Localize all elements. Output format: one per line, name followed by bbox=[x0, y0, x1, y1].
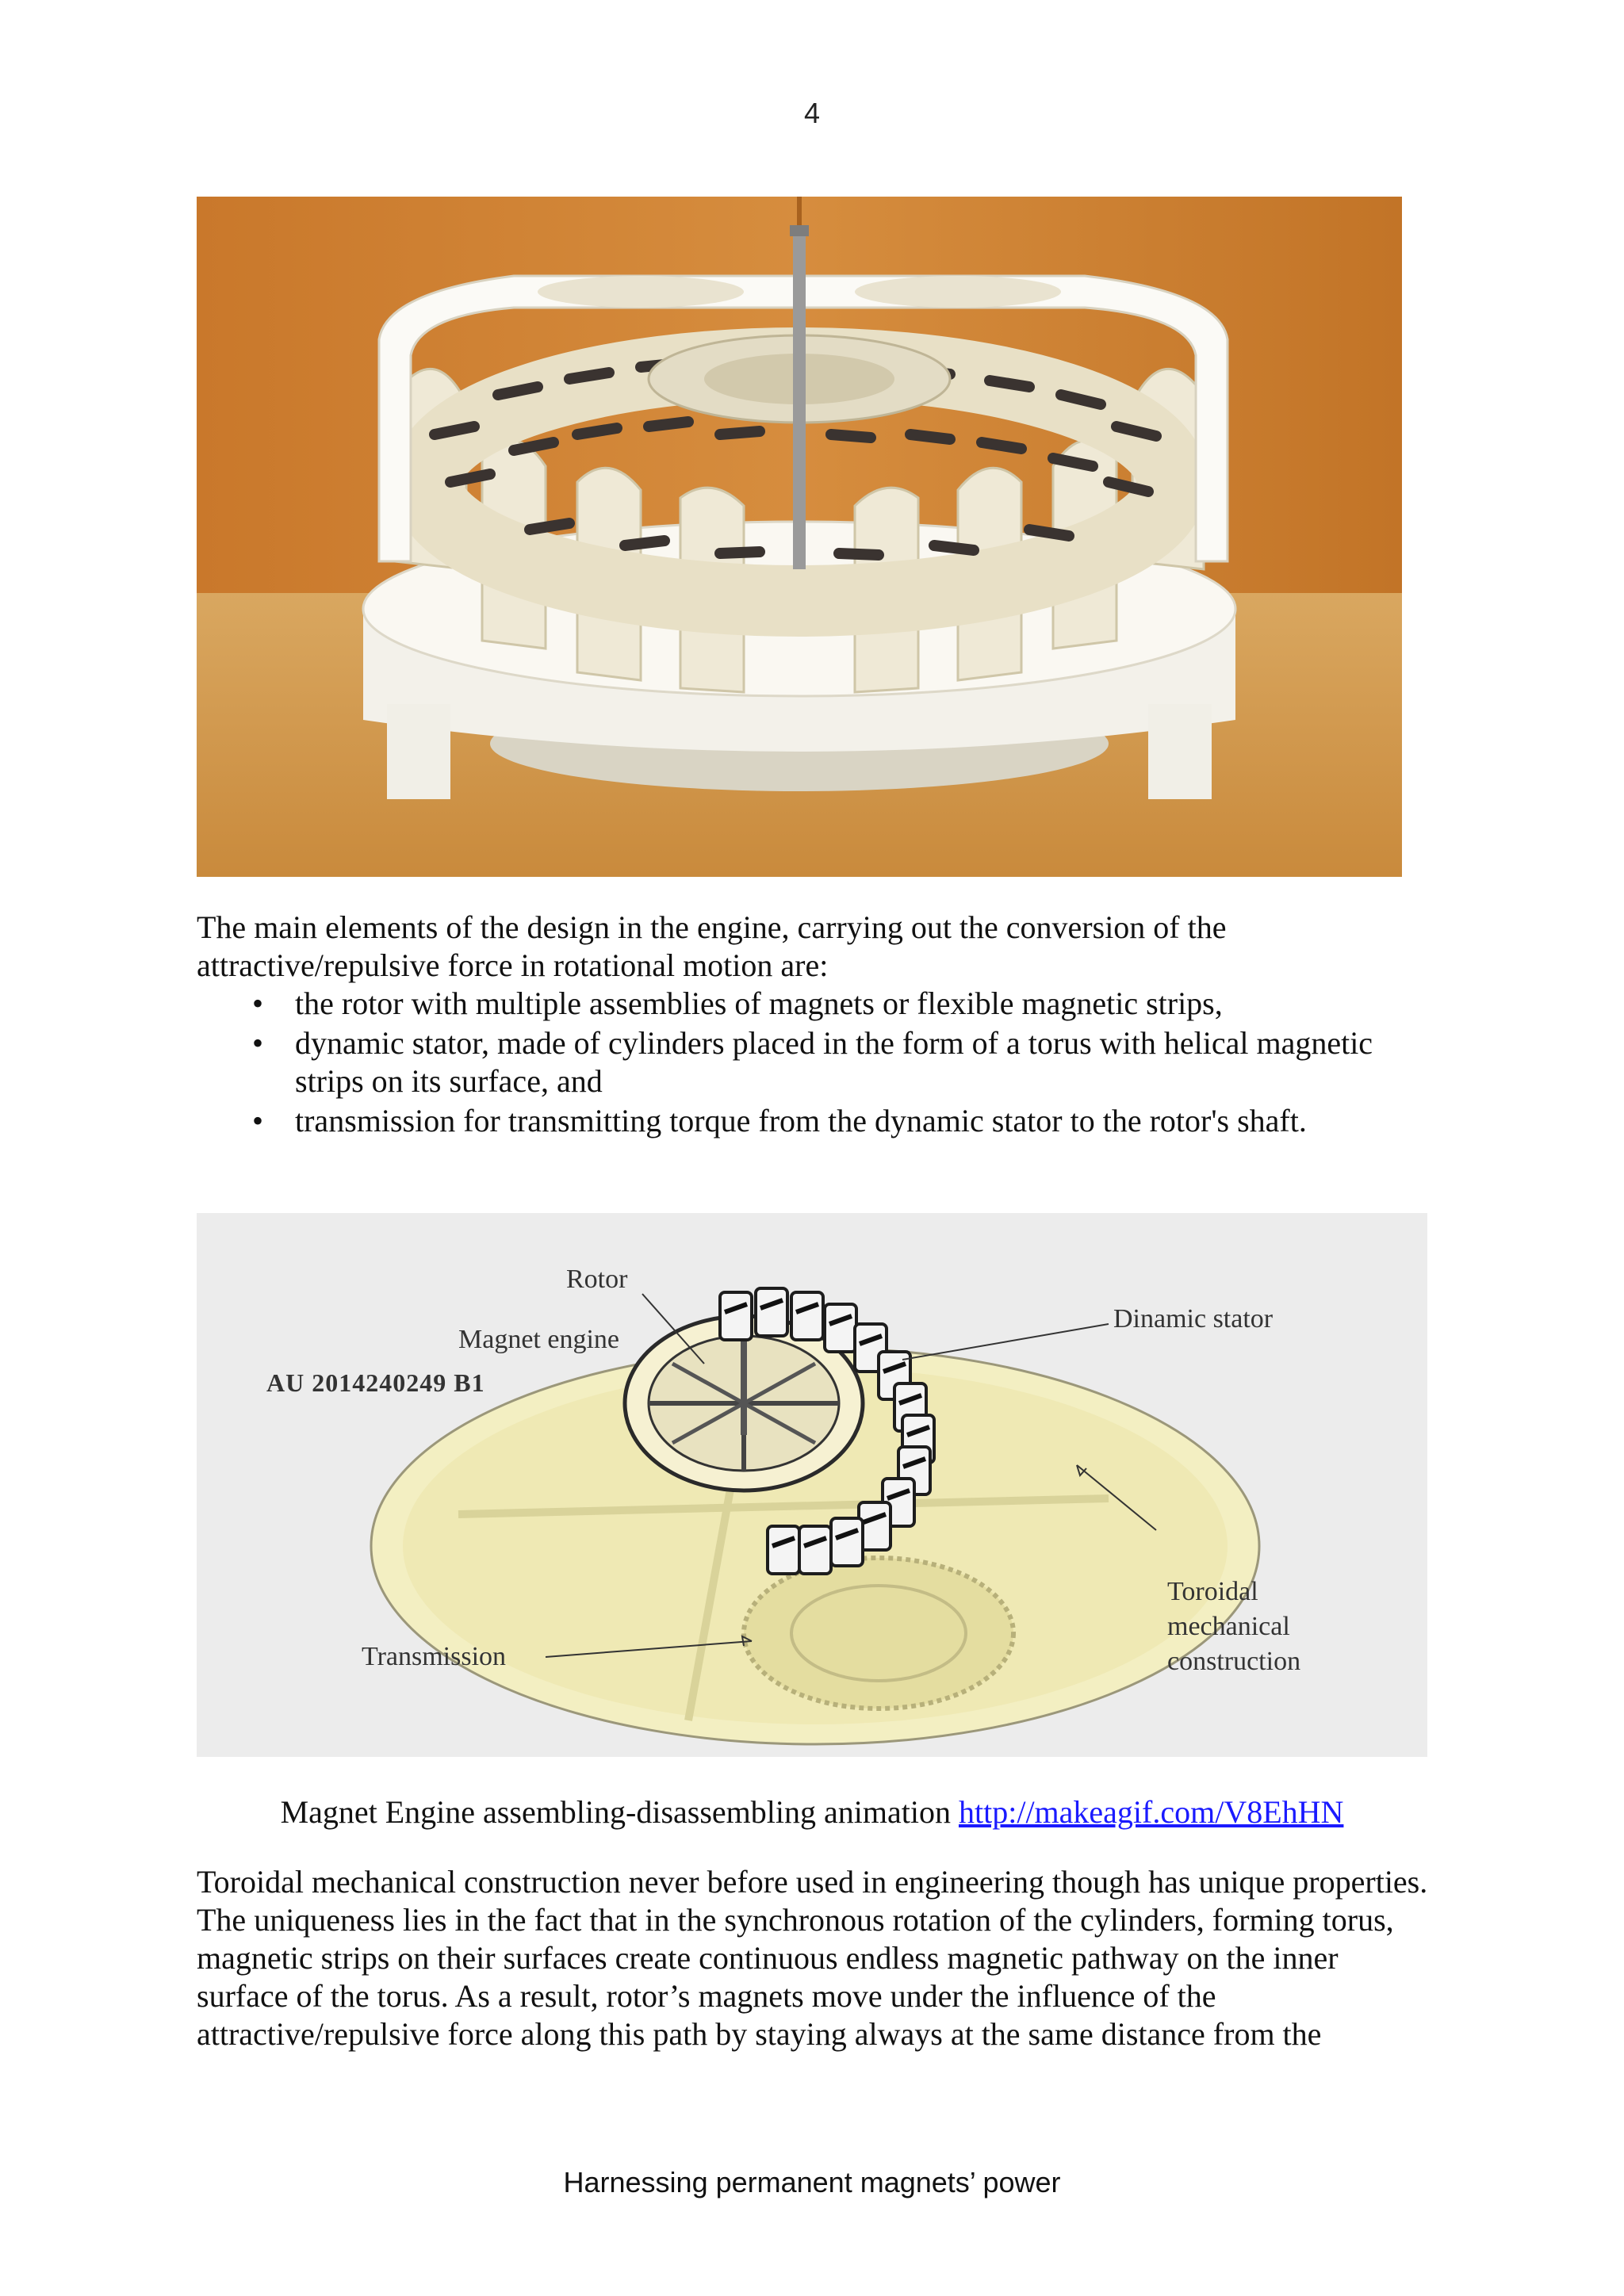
page-footer: Harnessing permanent magnets’ power bbox=[563, 2166, 1061, 2198]
intro-paragraph: The main elements of the design in the engine, carrying out the conversion of the attractive/repulsive force in rotational motion are: bbox=[197, 909, 1227, 983]
bullet-icon: • bbox=[252, 985, 264, 1021]
list-item bbox=[197, 1024, 1434, 1100]
caption-text: Magnet Engine assembling-disassembling animation bbox=[280, 1794, 959, 1830]
label-toroidal-line2: mechanical bbox=[1167, 1612, 1290, 1641]
list-item-text: the rotor with multiple assemblies of magnets or flexible magnetic strips, bbox=[295, 985, 1223, 1021]
animation-link[interactable]: http://makeagif.com/V8EhHN bbox=[958, 1794, 1344, 1830]
bullet-icon: • bbox=[252, 1103, 264, 1138]
list-item bbox=[197, 985, 1434, 1023]
label-dinamic-stator: Dinamic stator bbox=[1113, 1304, 1274, 1334]
diagram-title: Magnet engine bbox=[458, 1325, 619, 1354]
component-list bbox=[197, 985, 1434, 1142]
magnet-engine-diagram bbox=[197, 1213, 1427, 1757]
diagram-caption bbox=[0, 1793, 1624, 1831]
magnet-engine-prototype-icon bbox=[197, 197, 1402, 877]
label-toroidal-line3: construction bbox=[1167, 1647, 1301, 1676]
page-number: 4 bbox=[803, 97, 821, 129]
label-toroidal-line1: Toroidal bbox=[1167, 1577, 1258, 1606]
label-rotor: Rotor bbox=[566, 1265, 628, 1294]
bullet-icon: • bbox=[252, 1025, 264, 1061]
magnet-engine-photo bbox=[197, 197, 1402, 877]
list-item bbox=[197, 1102, 1434, 1140]
list-item-text: dynamic stator, made of cylinders placed in the form of a torus with helical magnetic strips on its surface, and bbox=[295, 1025, 1373, 1099]
list-item-text: transmission for transmitting torque from the dynamic stator to the rotor's shaft. bbox=[295, 1103, 1307, 1138]
label-transmission: Transmission bbox=[362, 1642, 507, 1671]
diagram-patent-number: AU 2014240249 B1 bbox=[266, 1368, 485, 1397]
body-paragraph: Toroidal mechanical construction never before used in engineering though has unique properties. The uniqueness lies in the fact that in the synchronous rotation of the cylinders, forming torus, magnetic strips on their surfaces create continuous endless magnetic pathway on the inner surface of the torus. As a result, rotor’s magnets move under the influence of the attractive/repulsive force along this path by staying always at the same distance from the bbox=[197, 1864, 1428, 2052]
